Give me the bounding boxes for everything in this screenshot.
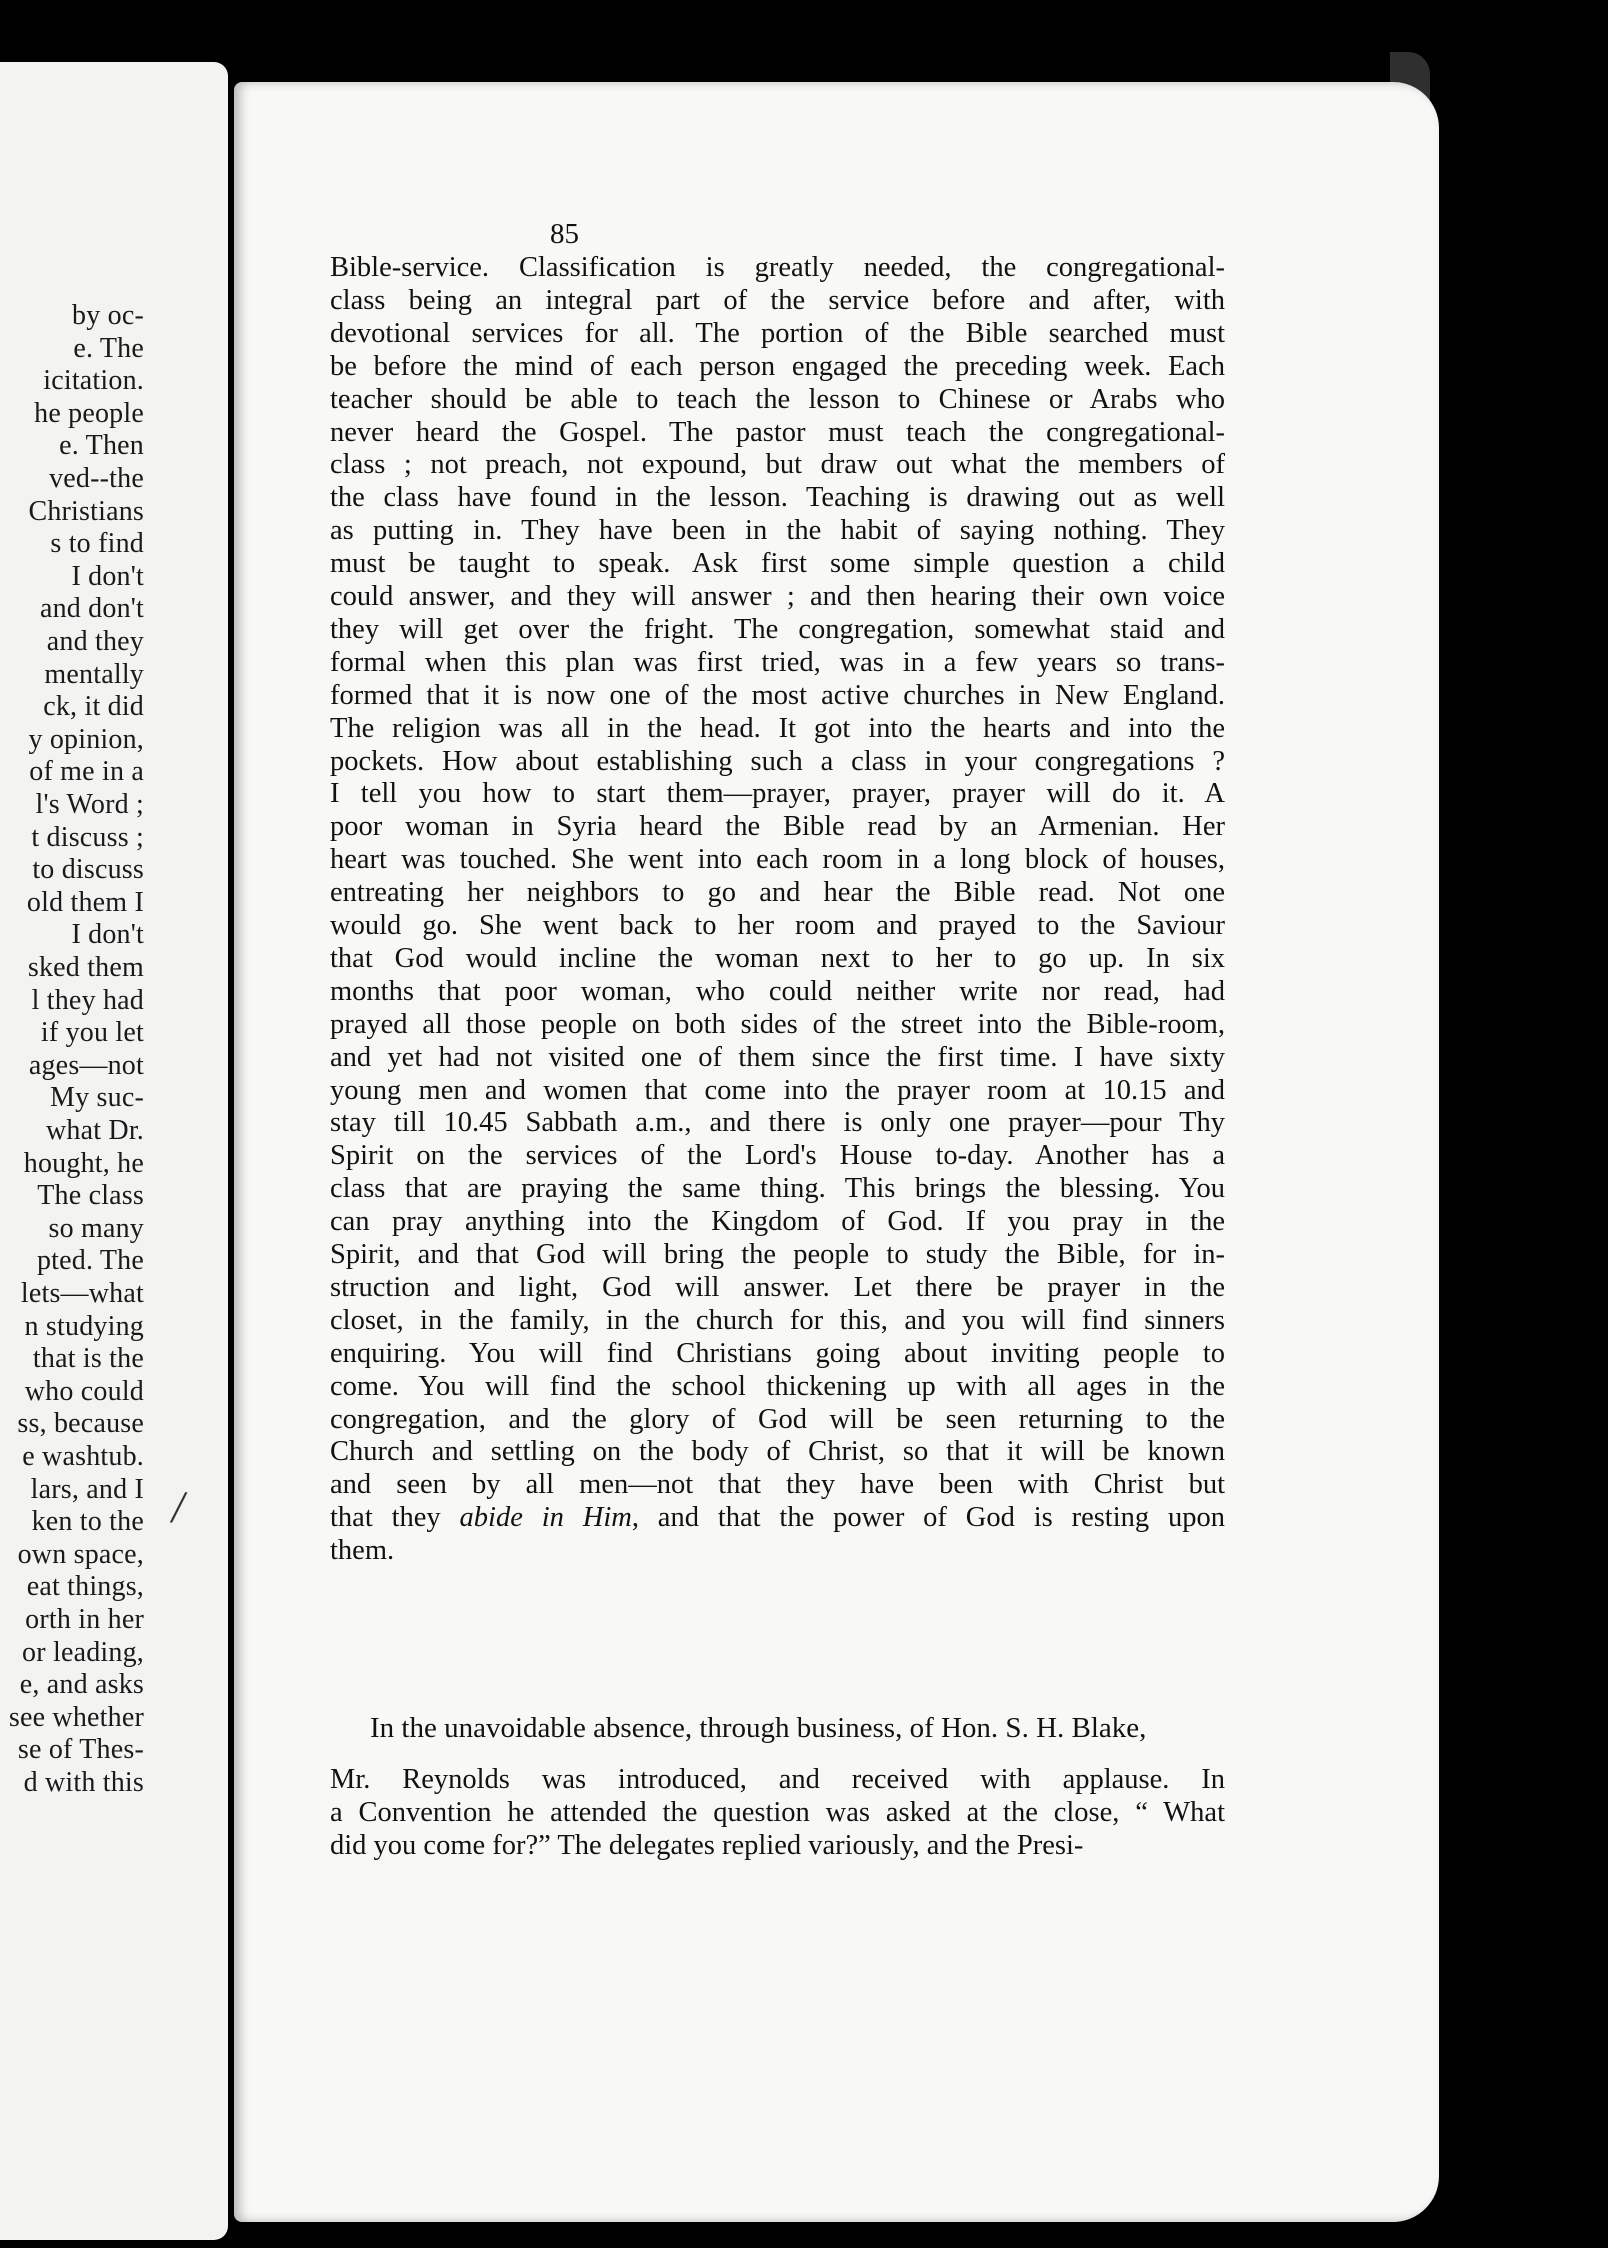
left-page-line: see whether — [8, 1701, 144, 1733]
left-page-line: e. Then — [59, 430, 144, 462]
left-page-line: l they had — [31, 984, 144, 1016]
left-page-line: Christians — [28, 495, 144, 527]
text-line: congregation, and the glory of God will be seen returning to the — [330, 1403, 1225, 1435]
left-page-line: The class — [37, 1180, 144, 1212]
text-line: a Convention he attended the question was asked at the close, “ What — [330, 1796, 1225, 1828]
left-page-line: e washtub. — [22, 1441, 144, 1472]
text-line: closet, in the family, in the church for this, and you will find sinners — [330, 1304, 1225, 1336]
text-line: and yet had not visited one of them since the first time. I have sixty — [330, 1041, 1225, 1073]
text-line: must be taught to speak. Ask first some simple question a child — [330, 548, 1225, 580]
left-page-line: ved--the — [49, 463, 144, 494]
left-page-line: y opinion, — [28, 723, 144, 755]
left-page-line: se of Thes- — [17, 1734, 144, 1766]
left-page-line: own space, — [17, 1538, 144, 1570]
text-line: as putting in. They have been in the habit of saying nothing. They — [330, 515, 1225, 547]
text-line: class ; not preach, not expound, but draw out what the members of — [330, 449, 1225, 481]
text-line: poor woman in Syria heard the Bible read by an Armenian. Her — [330, 811, 1225, 843]
text-line: they will get over the fright. The congregation, somewhat staid and — [330, 613, 1225, 645]
text-line: Bible-service. Classification is greatly needed, the congregational- — [330, 252, 1225, 283]
text-line: never heard the Gospel. The pastor must teach the congregational- — [330, 416, 1225, 448]
left-page-line: ck, it did — [43, 691, 144, 723]
left-page-line: pted. The — [36, 1245, 144, 1277]
text-line: pockets. How about establishing such a class in your congregations ? — [330, 745, 1225, 777]
stray-slash-mark: / — [168, 1480, 189, 1535]
text-line: teacher should be able to teach the lesson to Chinese or Arabs who — [330, 383, 1225, 415]
left-page-line: e. The — [73, 332, 144, 364]
text-line: the class have found in the lesson. Teaching is drawing out as well — [330, 482, 1225, 514]
text-line: Spirit, and that God will bring the people to study the Bible, for in- — [330, 1239, 1225, 1270]
text-line: could answer, and they will answer ; and then hearing their own voice — [330, 581, 1225, 612]
text-line: Church and settling on the body of Christ, so that it will be known — [330, 1436, 1225, 1468]
left-page-line: by oc- — [72, 300, 144, 331]
left-page-line: e, and asks — [19, 1669, 144, 1701]
text-line: that God would incline the woman next to her to go up. In six — [330, 942, 1225, 974]
left-page-line: what Dr. — [45, 1115, 144, 1146]
text-line: did you come for?” The delegates replied variously, and the Presi- — [330, 1829, 1084, 1861]
left-page-line: n studying — [24, 1310, 144, 1342]
text-line: devotional services for all. The portion of the Bible searched must — [330, 317, 1225, 349]
text-line: class that are praying the same thing. This brings the blessing. You — [330, 1173, 1225, 1205]
text-line: them. — [330, 1535, 395, 1567]
text-line: young men and women that come into the prayer room at 10.15 and — [330, 1074, 1225, 1106]
left-page-line: lets—what — [20, 1278, 144, 1309]
left-page-line: sked them — [27, 952, 144, 983]
text-line: be before the mind of each person engaged the preceding week. Each — [330, 350, 1225, 382]
left-page — [0, 62, 228, 2240]
left-page-line: l's Word ; — [35, 789, 144, 820]
left-page-line: mentally — [44, 658, 144, 690]
left-page-line: My suc- — [50, 1082, 144, 1114]
left-page-line: I don't — [71, 919, 144, 951]
text-line: Mr. Reynolds was introduced, and received with applause. In — [330, 1764, 1225, 1795]
left-page-line: who could — [24, 1375, 144, 1407]
text-line: heart was touched. She went into each room in a long block of houses, — [330, 844, 1225, 876]
text-line: Spirit on the services of the Lord's House to-day. Another has a — [330, 1140, 1225, 1172]
left-page-line: ken to the — [31, 1506, 144, 1538]
left-page-line: if you let — [40, 1017, 144, 1049]
text-line: can pray anything into the Kingdom of God. If you pray in the — [330, 1206, 1225, 1238]
left-page-line: and they — [46, 626, 144, 657]
text-line: months that poor woman, who could neither write nor read, had — [330, 975, 1225, 1007]
text-line: formed that it is now one of the most active churches in New England. — [330, 679, 1225, 711]
text-line: The religion was all in the head. It got into the hearts and into the — [330, 712, 1225, 744]
text-line: entreating her neighbors to go and hear the Bible read. Not one — [330, 877, 1225, 909]
left-page-line: ages—not — [28, 1049, 144, 1081]
left-page-line: ss, because — [17, 1408, 144, 1440]
text-line: enquiring. You will find Christians going about inviting people to — [330, 1337, 1225, 1369]
text-line: I tell you how to start them—prayer, prayer, prayer will do it. A — [330, 778, 1225, 810]
text-line: that they abide in Him, and that the power of God is resting upon — [330, 1502, 1226, 1534]
text-line: and seen by all men—not that they have been with Christ but — [330, 1469, 1225, 1501]
left-page-line: eat things, — [26, 1571, 144, 1603]
text-line: prayed all those people on both sides of the street into the Bible-room, — [330, 1008, 1225, 1040]
text-line: struction and light, God will answer. Let there be prayer in the — [330, 1271, 1225, 1303]
left-page-line: s to find — [50, 528, 144, 560]
text-line: formal when this plan was first tried, was in a few years so trans- — [330, 646, 1225, 678]
left-page-line: and don't — [39, 593, 144, 625]
left-page-line: that is the — [32, 1343, 144, 1375]
left-page-line: icitation. — [43, 365, 144, 397]
left-page-line: old them I — [26, 886, 144, 918]
text-line: would go. She went back to her room and prayed to the Saviour — [330, 910, 1225, 941]
page-number: 85 — [550, 218, 579, 250]
left-page-line: hought, he — [23, 1147, 144, 1179]
left-page-line: so many — [48, 1212, 144, 1244]
left-page-line: I don't — [71, 560, 144, 592]
text-line: class being an integral part of the service before and after, with — [330, 284, 1225, 316]
intro-line: In the unavoidable absence, through business, of Hon. S. H. Blake, — [370, 1712, 1147, 1744]
left-page-line: t discuss ; — [31, 821, 144, 853]
text-line: stay till 10.45 Sabbath a.m., and there is only one prayer—pour Thy — [330, 1107, 1225, 1139]
left-page-line: of me in a — [29, 756, 144, 788]
left-page-line: he people — [34, 397, 144, 429]
left-page-line: or leading, — [22, 1636, 144, 1668]
left-page-line: lars, and I — [30, 1473, 144, 1505]
left-page-line: d with this — [23, 1767, 144, 1798]
left-page-line: orth in her — [25, 1604, 144, 1635]
text-line: come. You will find the school thickening up with all ages in the — [330, 1370, 1225, 1402]
left-page-line: to discuss — [32, 854, 144, 886]
